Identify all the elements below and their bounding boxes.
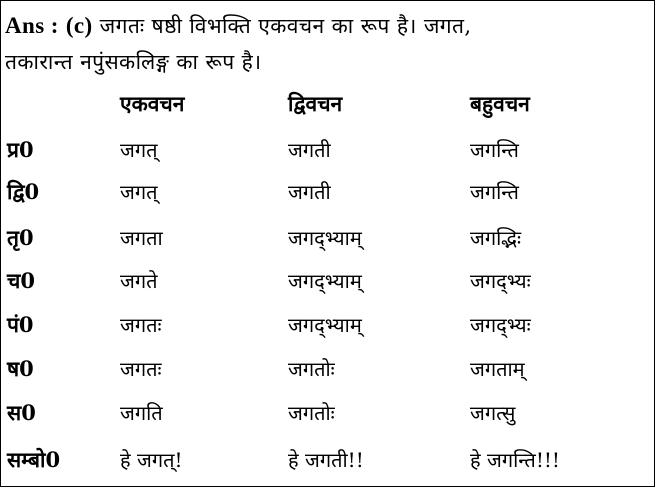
row-label-sambodhan: सम्बो0 <box>7 447 61 472</box>
header-singular: एकवचन <box>120 91 185 116</box>
table-cell: जगता <box>120 226 163 250</box>
row-label-dvitiya: द्वि0 <box>7 179 40 204</box>
answer-line-2: तकारान्त नपुंसकलिङ्ग का रूप है। <box>5 50 262 74</box>
table-cell: जगती <box>288 180 331 204</box>
answer-label: Ans : <box>5 13 59 38</box>
table-cell: जगति <box>120 401 163 425</box>
table-cell: जगतोः <box>288 357 335 381</box>
row-label-tritiya: तृ0 <box>7 225 34 250</box>
row-label-prathama: प्र0 <box>7 137 34 162</box>
table-cell: हे जगत्! <box>120 448 183 472</box>
table-cell: जगन्ति <box>470 138 519 162</box>
row-label-panchami: पं0 <box>7 312 34 337</box>
table-cell: जगद्भिः <box>470 226 522 250</box>
answer-line-1: जगतः षष्ठी विभक्ति एकवचन का रूप है। जगत, <box>99 14 472 38</box>
table-cell: हे जगती!! <box>288 448 364 472</box>
table-cell: जगतः <box>120 313 162 337</box>
table-cell: जगद्भ्याम् <box>288 269 362 293</box>
header-dual: द्विवचन <box>288 91 343 116</box>
table-cell: जगती <box>288 138 331 162</box>
table-cell: जगन्ति <box>470 180 519 204</box>
answer-option: (c) <box>65 13 93 38</box>
table-cell: जगद्भ्यः <box>470 313 531 337</box>
table-cell: जगतः <box>120 357 162 381</box>
table-cell: जगतोः <box>288 401 335 425</box>
table-cell: जगद्भ्यः <box>470 269 531 293</box>
table-cell: हे जगन्ति!!! <box>470 448 560 472</box>
table-cell: जगताम् <box>470 357 525 381</box>
row-label-chaturthi: च0 <box>7 268 35 293</box>
header-plural: बहुवचन <box>470 91 530 116</box>
table-cell: जगत् <box>120 180 158 204</box>
table-cell: जगद्भ्याम् <box>288 313 362 337</box>
table-cell: जगत्सु <box>470 401 516 425</box>
row-label-shashthi: ष0 <box>7 356 34 381</box>
row-label-saptami: स0 <box>7 400 36 425</box>
table-cell: जगत् <box>120 138 158 162</box>
table-cell: जगते <box>120 269 158 293</box>
table-cell: जगद्भ्याम् <box>288 226 362 250</box>
